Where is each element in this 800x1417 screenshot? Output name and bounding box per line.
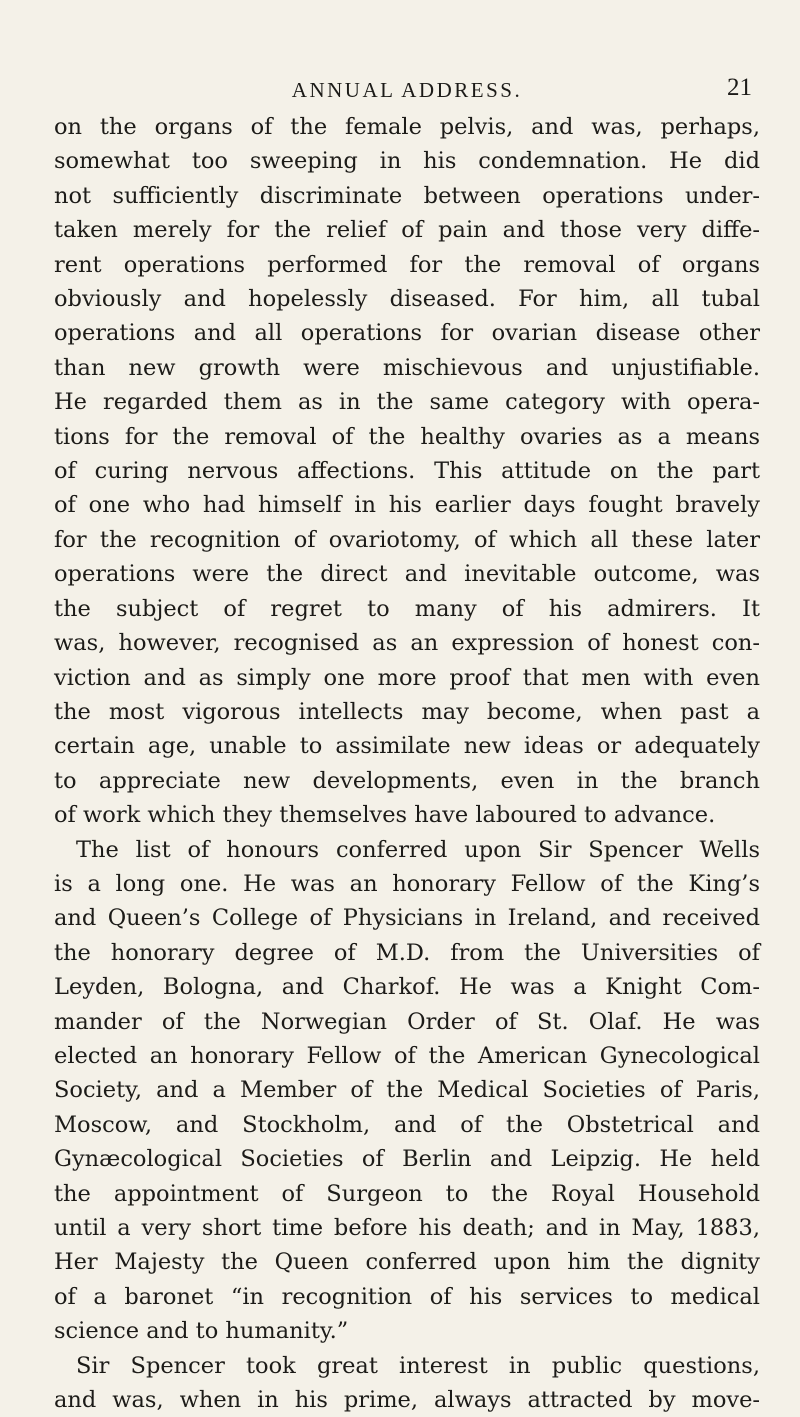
text-line: the honorary degree of M.D. from the Universities of bbox=[54, 939, 760, 966]
text-line: taken merely for the relief of pain and those very diffe- bbox=[54, 217, 760, 244]
text-line: of a baronet “in recognition of his services to medical bbox=[54, 1283, 760, 1310]
text-line: rent operations performed for the removal of organs bbox=[54, 251, 760, 278]
text-line: for the recognition of ovariotomy, of which all these later bbox=[54, 526, 760, 553]
text-line: the subject of regret to many of his admirers. It bbox=[54, 595, 760, 622]
text-line: The list of honours conferred upon Sir Spencer Wells bbox=[76, 836, 760, 863]
running-title: ANNUAL ADDRESS. bbox=[291, 78, 523, 102]
page-number: 21 bbox=[727, 74, 752, 101]
text-line: Sir Spencer took great interest in public questions, bbox=[76, 1352, 760, 1379]
text-line: the appointment of Surgeon to the Royal Household bbox=[54, 1180, 760, 1207]
text-line: operations and all operations for ovarian disease other bbox=[54, 320, 760, 347]
text-line: was, however, recognised as an expression of honest con- bbox=[54, 630, 760, 657]
text-line: operations were the direct and inevitable outcome, was bbox=[54, 561, 760, 588]
paragraph bbox=[54, 110, 760, 833]
text-line: on the organs of the female pelvis, and was, perhaps, bbox=[54, 114, 760, 140]
text-line: mander of the Norwegian Order of St. Olaf. He was bbox=[54, 1008, 760, 1035]
text-line: science and to humanity.” bbox=[54, 1318, 349, 1345]
body-text bbox=[54, 110, 760, 1417]
text-line: viction and as simply one more proof that men with even bbox=[54, 664, 760, 691]
text-line: Her Majesty the Queen conferred upon him the dignity bbox=[54, 1249, 760, 1276]
text-line: until a very short time before his death; and in May, 1883, bbox=[54, 1215, 760, 1241]
text-line: of curing nervous affections. This attitude on the part bbox=[54, 458, 760, 485]
text-line: and Queen’s College of Physicians in Ireland, and received bbox=[54, 905, 760, 932]
text-line: tions for the removal of the healthy ovaries as a means bbox=[54, 423, 760, 450]
text-line: somewhat too sweeping in his condemnation. He did bbox=[54, 148, 760, 175]
text-line: of one who had himself in his earlier days fought bravely bbox=[54, 492, 760, 519]
text-line: Leyden, Bologna, and Charkof. He was a Knight Com- bbox=[54, 974, 760, 1001]
paragraph bbox=[54, 833, 760, 1349]
text-line: Society, and a Member of the Medical Societies of Paris, bbox=[54, 1077, 760, 1104]
text-line: is a long one. He was an honorary Fellow of the King’s bbox=[54, 870, 760, 897]
text-line: Moscow, and Stockholm, and of the Obstetrical and bbox=[54, 1111, 760, 1138]
text-line: Gynæcological Societies of Berlin and Leipzig. He held bbox=[54, 1146, 760, 1173]
text-line: He regarded them as in the same category with opera- bbox=[54, 389, 760, 416]
paragraph bbox=[54, 1349, 760, 1417]
text-line: the most vigorous intellects may become, when past a bbox=[54, 698, 760, 725]
text-line: than new growth were mischievous and unjustifiable. bbox=[54, 354, 760, 381]
text-line: obviously and hopelessly diseased. For him, all tubal bbox=[54, 286, 760, 313]
text-line: not sufficiently discriminate between operations under- bbox=[54, 182, 760, 209]
text-line: and was, when in his prime, always attracted by move- bbox=[54, 1387, 760, 1414]
text-line: certain age, unable to assimilate new ideas or adequately bbox=[54, 733, 760, 760]
text-line: elected an honorary Fellow of the American Gynecological bbox=[54, 1042, 760, 1069]
text-line: to appreciate new developments, even in the branch bbox=[54, 767, 760, 794]
text-line: of work which they themselves have laboured to advance. bbox=[54, 802, 716, 829]
running-head bbox=[54, 0, 760, 110]
